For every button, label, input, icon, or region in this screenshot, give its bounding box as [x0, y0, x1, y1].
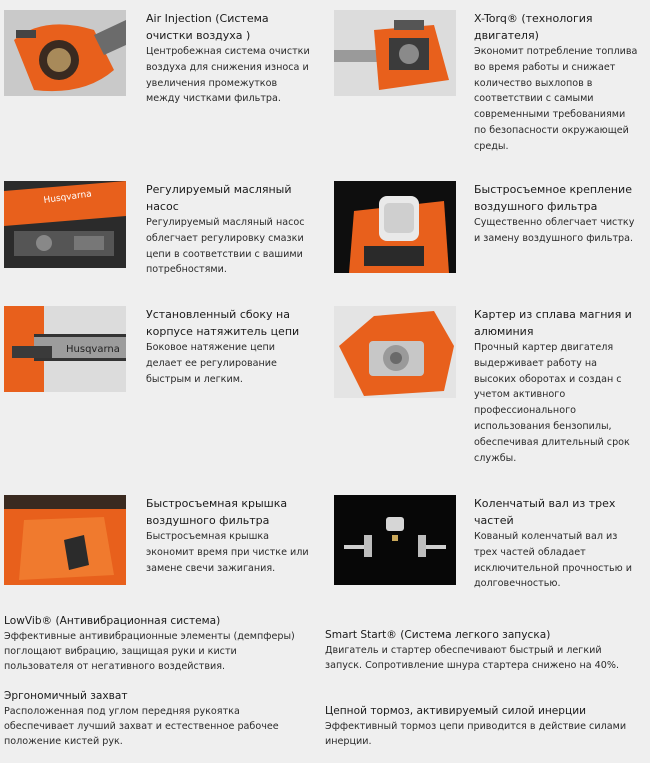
- air-injection-photo: [4, 10, 126, 96]
- feature-text: [146, 306, 314, 387]
- block-description: Эффективные антивибрационные элементы (демпферы) поглощают вибрацию, защищая руки и кисти пользователя от негативного воздействия.: [4, 631, 295, 672]
- feature-text: [146, 10, 314, 107]
- feature-title: Коленчатый вал из трех частей: [474, 497, 616, 527]
- feature-title: Air Injection (Система очистки воздуха ): [146, 12, 269, 42]
- feature-text: [474, 306, 639, 466]
- text-block: [4, 614, 309, 674]
- block-title: Smart Start® (Система легкого запуска): [325, 629, 551, 641]
- block-title: Цепной тормоз, активируемый силой инерции: [325, 705, 586, 717]
- x-torq-engine-photo: [334, 10, 456, 96]
- oil-pump-photo: [4, 181, 126, 268]
- feature-description: Экономит потребление топлива во время работы и снижает количество выхлопов в соответствии с самыми современными требованиями по безопасности окружающей среды.: [474, 46, 638, 152]
- feature-description: Кованый коленчатый вал из трех частей обладает исключительной прочностью и долговечностью.: [474, 531, 633, 590]
- feature-description: Регулируемый масляный насос облегчает регулировку смазки цепи в соответствии с вашими потребностями.: [146, 217, 305, 276]
- feature-text: [474, 10, 639, 155]
- feature-description: Центробежная система очистки воздуха для снижения износа и увеличения промежутков между чистками фильтра.: [146, 46, 310, 105]
- brand-logo: Husqvarna: [66, 344, 120, 355]
- feature-title: Картер из сплава магния и алюминия: [474, 308, 632, 338]
- feature-description: Прочный картер двигателя выдерживает работу на высоких оборотах и создан с учетом активного профессионального использования бензопилы, обеспечивая длительный срок службы.: [474, 342, 630, 464]
- chain-tensioner-photo: [4, 306, 126, 392]
- block-title: Эргономичный захват: [4, 690, 128, 702]
- brand-logo: Husqvarna: [43, 189, 93, 206]
- crankshaft-photo: [334, 495, 456, 585]
- block-description: Эффективный тормоз цепи приводится в действие силами инерции.: [325, 721, 627, 747]
- feature-description: Боковое натяжение цепи делает ее регулирование быстрым и легким.: [146, 342, 277, 385]
- text-block: [4, 689, 309, 749]
- text-block: [325, 628, 630, 673]
- block-description: Двигатель и стартер обеспечивают быстрый и легкий запуск. Сопротивление шнура стартера снижено на 40%.: [325, 645, 620, 671]
- feature-description: Быстросъемная крышка экономит время при чистке или замене свечи зажигания.: [146, 531, 309, 574]
- feature-title: Установленный сбоку на корпусе натяжитель цепи: [146, 308, 300, 338]
- feature-title: Регулируемый масляный насос: [146, 183, 292, 213]
- feature-text: [474, 181, 639, 247]
- feature-title: X-Torq® (технология двигателя): [474, 12, 593, 42]
- air-filter-cover-photo: [4, 495, 126, 585]
- block-title: LowVib® (Антивибрационная система): [4, 615, 221, 627]
- feature-description: Существенно облегчает чистку и замену воздушного фильтра.: [474, 217, 635, 244]
- feature-text: [474, 495, 639, 592]
- feature-text: [146, 495, 314, 576]
- feature-title: Быстросъемное крепление воздушного фильтра: [474, 183, 632, 213]
- air-filter-mount-photo: [334, 181, 456, 273]
- block-description: Расположенная под углом передняя рукоятка обеспечивает лучший захват и естественное рабочее положение кистей рук.: [4, 706, 279, 747]
- feature-title: Быстросъемная крышка воздушного фильтра: [146, 497, 288, 527]
- text-block: [325, 704, 630, 749]
- feature-text: [146, 181, 314, 278]
- magnesium-crankcase-photo: [334, 306, 456, 398]
